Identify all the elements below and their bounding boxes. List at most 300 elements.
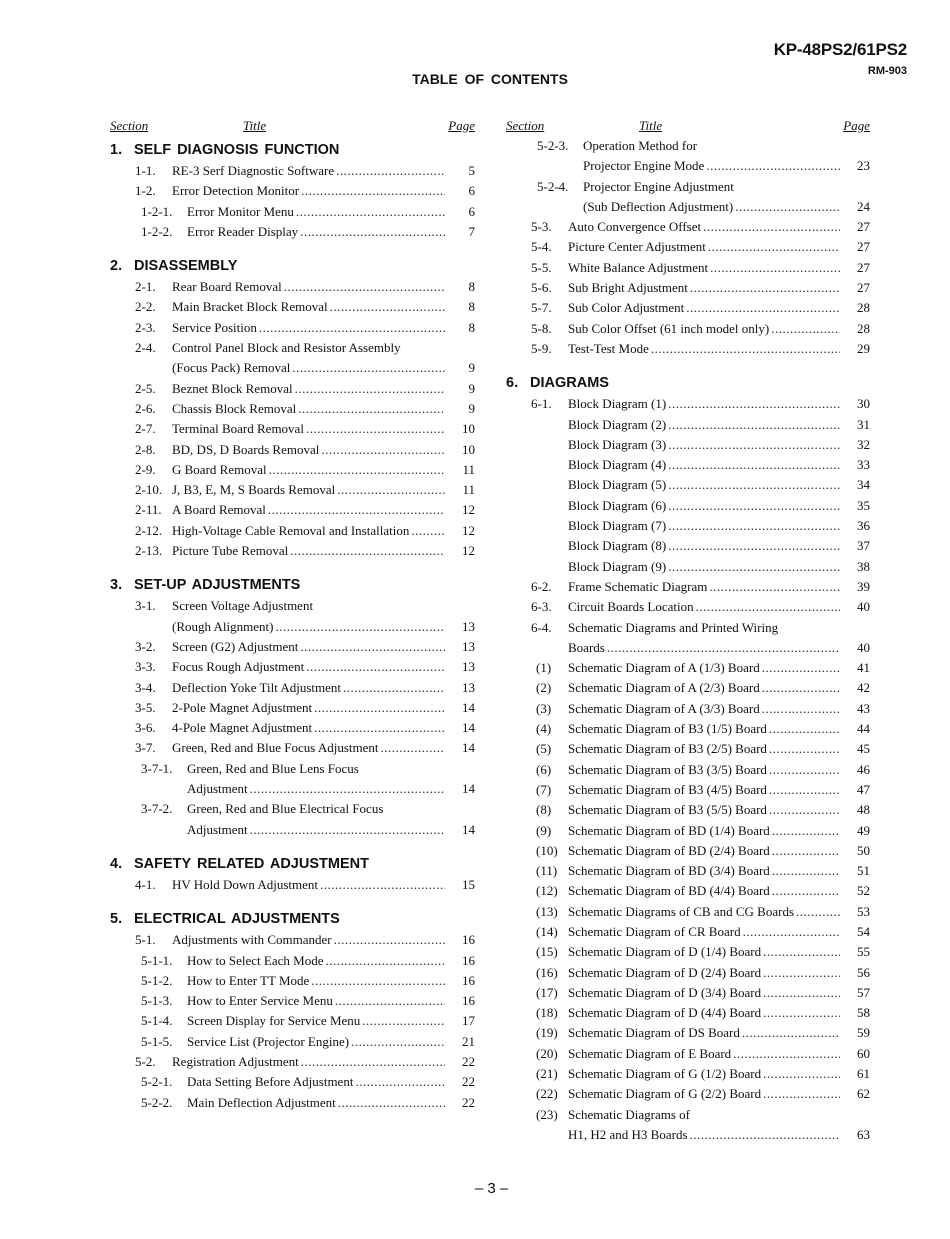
section-heading xyxy=(506,372,872,394)
entry-title: 4-Pole Magnet Adjustment xyxy=(172,718,314,738)
toc-entry xyxy=(506,1084,872,1104)
dot-leader xyxy=(763,942,840,962)
toc-entry xyxy=(110,1032,477,1052)
entry-title: Schematic Diagram of A (3/3) Board xyxy=(568,699,762,719)
remote-code: RM-903 xyxy=(867,65,907,77)
toc-entry xyxy=(110,202,477,222)
entry-number: 5-9. xyxy=(531,340,552,356)
entry-page: 28 xyxy=(857,300,870,316)
entry-number: 2-8. xyxy=(135,441,156,457)
dot-leader xyxy=(337,480,445,500)
section-heading xyxy=(110,574,477,596)
entry-title: Rear Board Removal xyxy=(172,277,284,297)
entry-title: Block Diagram (1) xyxy=(568,394,668,414)
section-title: DISASSEMBLY xyxy=(134,258,238,275)
entry-title: White Balance Adjustment xyxy=(568,258,710,278)
toc-entry xyxy=(110,738,477,758)
entry-number: 2-2. xyxy=(135,299,156,315)
entry-title: HV Hold Down Adjustment xyxy=(172,875,320,895)
toc-entry xyxy=(110,698,477,718)
entry-page: 12 xyxy=(462,522,475,538)
entry-number: (9) xyxy=(536,822,552,838)
entry-number: (6) xyxy=(536,761,552,777)
entry-number: 3-1. xyxy=(135,598,156,614)
column-header xyxy=(110,116,477,136)
entry-page: 16 xyxy=(462,993,475,1009)
entry-number: (21) xyxy=(536,1066,558,1082)
toc-entry xyxy=(110,718,477,738)
dot-leader xyxy=(772,881,840,901)
dot-leader xyxy=(772,821,840,841)
toc-entry xyxy=(506,577,872,597)
section-title: ELECTRICAL ADJUSTMENTS xyxy=(134,911,340,928)
toc-entry xyxy=(506,800,872,820)
entry-title: Frame Schematic Diagram xyxy=(568,577,709,597)
entry-number: (4) xyxy=(536,721,552,737)
toc-entry xyxy=(506,861,872,881)
toc-entry xyxy=(506,1125,872,1145)
entry-page: 10 xyxy=(462,421,475,437)
toc-entry xyxy=(506,394,872,414)
entry-number: (19) xyxy=(536,1025,558,1041)
entry-title-line xyxy=(187,1032,445,1052)
entry-page: 27 xyxy=(857,219,870,235)
entry-number: (10) xyxy=(536,842,558,858)
entry-title-line xyxy=(568,278,840,298)
entry-number: 2-10. xyxy=(135,482,163,498)
entry-title-line xyxy=(172,698,445,718)
entry-number: 2-7. xyxy=(135,421,156,437)
column-label-title: Title xyxy=(639,118,663,133)
entry-title-line xyxy=(568,597,840,617)
entry-title-line xyxy=(172,379,445,399)
dot-leader xyxy=(762,699,840,719)
entry-title-line xyxy=(568,237,840,257)
dot-leader xyxy=(411,521,445,541)
dot-leader xyxy=(338,1093,445,1113)
entry-number: 3-3. xyxy=(135,659,156,675)
entry-title: Boards xyxy=(568,638,607,658)
entry-title-line xyxy=(568,298,840,318)
entry-page: 46 xyxy=(857,761,870,777)
entry-title-line xyxy=(172,181,445,201)
entry-title-line xyxy=(172,318,445,338)
entry-page: 13 xyxy=(462,638,475,654)
entry-title-line xyxy=(172,637,445,657)
entry-number: 5-2-2. xyxy=(141,1094,173,1110)
entry-page: 14 xyxy=(462,699,475,715)
toc-entry xyxy=(506,475,872,495)
entry-page: 55 xyxy=(857,944,870,960)
entry-title-line xyxy=(568,821,840,841)
entry-number: (7) xyxy=(536,781,552,797)
entry-title: Picture Center Adjustment xyxy=(568,237,708,257)
entry-title: Projector Engine Mode xyxy=(583,156,706,176)
entry-page: 7 xyxy=(468,223,475,239)
entry-title-line xyxy=(568,942,840,962)
entry-title: Error Monitor Menu xyxy=(187,202,296,222)
entry-title-line xyxy=(172,440,445,460)
entry-title-line xyxy=(583,197,840,217)
entry-page: 32 xyxy=(857,436,870,452)
entry-title: Projector Engine Adjustment xyxy=(583,177,736,197)
entry-page: 59 xyxy=(857,1025,870,1041)
entry-title-line xyxy=(568,760,840,780)
entry-page: 17 xyxy=(462,1013,475,1029)
dot-leader xyxy=(769,719,840,739)
entry-title-line xyxy=(568,699,840,719)
entry-title: Schematic Diagram of B3 (1/5) Board xyxy=(568,719,769,739)
entry-title-line xyxy=(568,339,840,359)
entry-title-line xyxy=(568,983,840,1003)
entry-title-line xyxy=(172,930,445,950)
column-label-page: Page xyxy=(448,118,475,133)
entry-title-line xyxy=(568,1064,840,1084)
entry-title-line xyxy=(568,841,840,861)
entry-page: 8 xyxy=(468,319,475,335)
entry-title-line xyxy=(568,1105,872,1125)
entry-title-line xyxy=(568,1084,840,1104)
entry-page: 35 xyxy=(857,497,870,513)
entry-number: 5-1-5. xyxy=(141,1033,173,1049)
dot-leader xyxy=(668,516,840,536)
entry-title-line xyxy=(568,258,840,278)
entry-title-line xyxy=(568,739,840,759)
toc-entry xyxy=(506,1105,872,1125)
entry-page: 52 xyxy=(857,883,870,899)
dot-leader xyxy=(355,1072,445,1092)
column-header xyxy=(506,116,872,136)
section-title: SET-UP ADJUSTMENTS xyxy=(134,577,301,594)
entry-title: Schematic Diagram of D (3/4) Board xyxy=(568,983,763,1003)
entry-title: Main Bracket Block Removal xyxy=(172,297,330,317)
section-title: SELF DIAGNOSIS FUNCTION xyxy=(134,142,340,158)
section-gap xyxy=(110,242,477,252)
dot-leader xyxy=(607,638,840,658)
dot-leader xyxy=(763,983,840,1003)
toc-entry xyxy=(110,181,477,201)
entry-number: 1-2. xyxy=(135,183,156,199)
dot-leader xyxy=(763,1084,840,1104)
entry-page: 9 xyxy=(468,380,475,396)
section-number: 4. xyxy=(110,855,123,872)
entry-page: 37 xyxy=(857,538,870,554)
entry-number: 5-4. xyxy=(531,239,552,255)
dot-leader xyxy=(269,460,445,480)
entry-title: Green, Red and Blue Electrical Focus xyxy=(187,799,385,819)
entry-title: Beznet Block Removal xyxy=(172,379,295,399)
entry-page: 29 xyxy=(857,340,870,356)
entry-number: 5-5. xyxy=(531,259,552,275)
dot-leader xyxy=(696,597,840,617)
entry-title-line xyxy=(172,875,445,895)
entry-number: 2-5. xyxy=(135,380,156,396)
toc-entry xyxy=(506,197,872,217)
dot-leader xyxy=(769,739,840,759)
entry-page: 28 xyxy=(857,320,870,336)
toc-entry xyxy=(110,678,477,698)
section-gap xyxy=(110,561,477,571)
dot-leader xyxy=(311,971,445,991)
entry-title: Registration Adjustment xyxy=(172,1052,301,1072)
entry-title-line xyxy=(568,780,840,800)
toc-entry xyxy=(506,821,872,841)
entry-title-line xyxy=(172,480,445,500)
dot-leader xyxy=(301,1052,445,1072)
entry-title-line xyxy=(568,618,872,638)
toc-entry xyxy=(110,440,477,460)
entry-title: Test-Test Mode xyxy=(568,339,651,359)
entry-page: 34 xyxy=(857,477,870,493)
entry-title: Screen (G2) Adjustment xyxy=(172,637,300,657)
entry-number: 5-8. xyxy=(531,320,552,336)
entry-title: (Rough Alignment) xyxy=(172,617,275,637)
page-number: – 3 – xyxy=(474,1180,509,1197)
dot-leader xyxy=(381,738,445,758)
toc-entry xyxy=(110,617,477,637)
entry-title-line xyxy=(568,1044,840,1064)
section-heading xyxy=(110,908,477,930)
entry-page: 43 xyxy=(857,700,870,716)
entry-title-line xyxy=(172,399,445,419)
dot-leader xyxy=(763,1064,840,1084)
dot-leader xyxy=(668,475,840,495)
entry-page: 16 xyxy=(462,952,475,968)
entry-page: 62 xyxy=(857,1086,870,1102)
entry-title: Block Diagram (6) xyxy=(568,496,668,516)
entry-title: Picture Tube Removal xyxy=(172,541,290,561)
entry-number: 5-3. xyxy=(531,219,552,235)
entry-page: 45 xyxy=(857,741,870,757)
dot-leader xyxy=(306,419,445,439)
entry-number: (22) xyxy=(536,1086,558,1102)
entry-title-line xyxy=(172,500,445,520)
entry-title: Schematic Diagram of D (1/4) Board xyxy=(568,942,763,962)
entry-number: 5-2-4. xyxy=(537,178,569,194)
entry-number: 4-1. xyxy=(135,876,156,892)
entry-title-line xyxy=(172,718,445,738)
toc-entry xyxy=(506,719,872,739)
dot-leader xyxy=(330,297,445,317)
entry-title-line xyxy=(568,902,840,922)
entry-number: 1-2-1. xyxy=(141,203,173,219)
toc-entry xyxy=(506,618,872,638)
entry-page: 16 xyxy=(462,972,475,988)
entry-title: Schematic Diagram of D (2/4) Board xyxy=(568,963,763,983)
entry-page: 49 xyxy=(857,822,870,838)
toc-entry xyxy=(506,922,872,942)
entry-page: 51 xyxy=(857,863,870,879)
entry-page: 13 xyxy=(462,618,475,634)
entry-number: 5-7. xyxy=(531,300,552,316)
entry-page: 16 xyxy=(462,932,475,948)
entry-page: 22 xyxy=(462,1074,475,1090)
dot-leader xyxy=(320,875,445,895)
entry-title: Schematic Diagram of D (4/4) Board xyxy=(568,1003,763,1023)
entry-number: (1) xyxy=(536,660,552,676)
entry-title-line xyxy=(568,455,840,475)
entry-title: Schematic Diagram of B3 (5/5) Board xyxy=(568,800,769,820)
entry-title-line xyxy=(583,136,872,156)
entry-title: Schematic Diagram of BD (3/4) Board xyxy=(568,861,772,881)
dot-leader xyxy=(268,500,445,520)
entry-number: 2-4. xyxy=(135,340,156,356)
dot-leader xyxy=(742,1023,840,1043)
entry-title-line xyxy=(187,799,477,819)
entry-title: Error Reader Display xyxy=(187,222,300,242)
dot-leader xyxy=(275,617,445,637)
entry-number: (12) xyxy=(536,883,558,899)
dot-leader xyxy=(335,991,445,1011)
section-number: 3. xyxy=(110,577,123,594)
entry-title-line xyxy=(172,297,445,317)
dot-leader xyxy=(769,760,840,780)
entry-title-line xyxy=(568,658,840,678)
entry-title: Screen Voltage Adjustment xyxy=(172,596,315,616)
entry-number: (2) xyxy=(536,680,552,696)
dot-leader xyxy=(259,318,445,338)
toc-entry xyxy=(110,399,477,419)
entry-page: 5 xyxy=(468,163,475,178)
entry-title: Block Diagram (5) xyxy=(568,475,668,495)
section-number: 6. xyxy=(506,375,519,392)
entry-page: 40 xyxy=(857,599,870,615)
dot-leader xyxy=(295,379,445,399)
entry-number: 2-11. xyxy=(135,502,162,518)
toc-entry xyxy=(110,358,477,378)
entry-title-line xyxy=(568,719,840,739)
dot-leader xyxy=(668,455,840,475)
entry-title: G Board Removal xyxy=(172,460,269,480)
dot-leader xyxy=(743,922,840,942)
entry-number: 3-7-1. xyxy=(141,760,173,776)
entry-title: Operation Method for xyxy=(583,136,699,156)
entry-number: 3-6. xyxy=(135,720,156,736)
entry-page: 11 xyxy=(462,461,475,477)
entry-number: (18) xyxy=(536,1005,558,1021)
entry-title-line xyxy=(568,922,840,942)
entry-title: Schematic Diagram of BD (1/4) Board xyxy=(568,821,772,841)
entry-number: 2-6. xyxy=(135,400,156,416)
entry-title: Data Setting Before Adjustment xyxy=(187,1072,355,1092)
toc-entry xyxy=(506,319,872,339)
toc-entry xyxy=(506,536,872,556)
entry-number: 5-1-2. xyxy=(141,972,173,988)
toc-entry xyxy=(110,480,477,500)
toc-entry xyxy=(506,156,872,176)
entry-page: 12 xyxy=(462,502,475,518)
entry-number: 3-5. xyxy=(135,699,156,715)
toc-entry xyxy=(110,820,477,840)
section-gap xyxy=(506,359,872,369)
entry-title-line xyxy=(187,1072,445,1092)
entry-title-line xyxy=(568,557,840,577)
toc-entry xyxy=(506,638,872,658)
dot-leader xyxy=(362,1011,445,1031)
toc-entry xyxy=(506,658,872,678)
toc-entry xyxy=(110,637,477,657)
dot-leader xyxy=(321,440,445,460)
toc-entry xyxy=(506,136,872,156)
entry-title: J, B3, E, M, S Boards Removal xyxy=(172,480,337,500)
toc-entry xyxy=(110,541,477,561)
entry-page: 13 xyxy=(462,679,475,695)
entry-page: 33 xyxy=(857,457,870,473)
toc-entry xyxy=(506,496,872,516)
entry-title: Service List (Projector Engine) xyxy=(187,1032,351,1052)
toc-entry xyxy=(110,222,477,242)
toc-entry xyxy=(110,971,477,991)
entry-title: Focus Rough Adjustment xyxy=(172,657,306,677)
dot-leader xyxy=(690,1125,840,1145)
toc-entry xyxy=(110,1072,477,1092)
toc-entry xyxy=(506,339,872,359)
toc-entry xyxy=(110,318,477,338)
toc-entry xyxy=(506,739,872,759)
toc-entry xyxy=(506,963,872,983)
entry-number: 2-13. xyxy=(135,543,163,559)
entry-title: Schematic Diagram of BD (4/4) Board xyxy=(568,881,772,901)
toc-entry xyxy=(110,521,477,541)
entry-page: 10 xyxy=(462,441,475,457)
toc-entry xyxy=(110,500,477,520)
entry-title: Schematic Diagram of A (1/3) Board xyxy=(568,658,762,678)
section-title: DIAGRAMS xyxy=(530,375,609,392)
dot-leader xyxy=(668,536,840,556)
section-number: 5. xyxy=(110,911,123,928)
dot-leader xyxy=(735,197,840,217)
section-heading xyxy=(110,255,477,277)
entry-page: 23 xyxy=(857,158,870,174)
toc-entry xyxy=(110,1052,477,1072)
dot-leader xyxy=(250,820,445,840)
entry-number: 1-1. xyxy=(135,163,156,178)
entry-title-line xyxy=(172,738,445,758)
entry-title-line xyxy=(568,1023,840,1043)
entry-page: 44 xyxy=(857,721,870,737)
section-heading xyxy=(110,853,477,875)
toc-entry xyxy=(110,460,477,480)
entry-page: 36 xyxy=(857,518,870,534)
entry-page: 41 xyxy=(857,660,870,676)
toc-entry xyxy=(506,780,872,800)
entry-title-line xyxy=(568,881,840,901)
toc-entry xyxy=(506,455,872,475)
entry-title-line xyxy=(172,541,445,561)
entry-title-line xyxy=(568,435,840,455)
toc-entry xyxy=(506,902,872,922)
entry-number: 2-12. xyxy=(135,522,163,538)
entry-page: 22 xyxy=(462,1053,475,1069)
entry-page: 48 xyxy=(857,802,870,818)
entry-page: 12 xyxy=(462,543,475,559)
entry-title: Green, Red and Blue Focus Adjustment xyxy=(172,738,381,758)
section-heading xyxy=(110,139,477,161)
entry-title: BD, DS, D Boards Removal xyxy=(172,440,321,460)
entry-title-line xyxy=(568,536,840,556)
section-title: SAFETY RELATED ADJUSTMENT xyxy=(134,855,369,872)
entry-title: Schematic Diagram of E Board xyxy=(568,1044,733,1064)
dot-leader xyxy=(690,278,840,298)
dot-leader xyxy=(762,678,840,698)
column-label-section: Section xyxy=(110,118,149,133)
toc-entry xyxy=(110,779,477,799)
toc-entry xyxy=(506,278,872,298)
dot-leader xyxy=(651,339,840,359)
entry-number: 2-9. xyxy=(135,461,156,477)
dot-leader xyxy=(300,222,445,242)
entry-title: Control Panel Block and Resistor Assembly xyxy=(172,338,403,358)
